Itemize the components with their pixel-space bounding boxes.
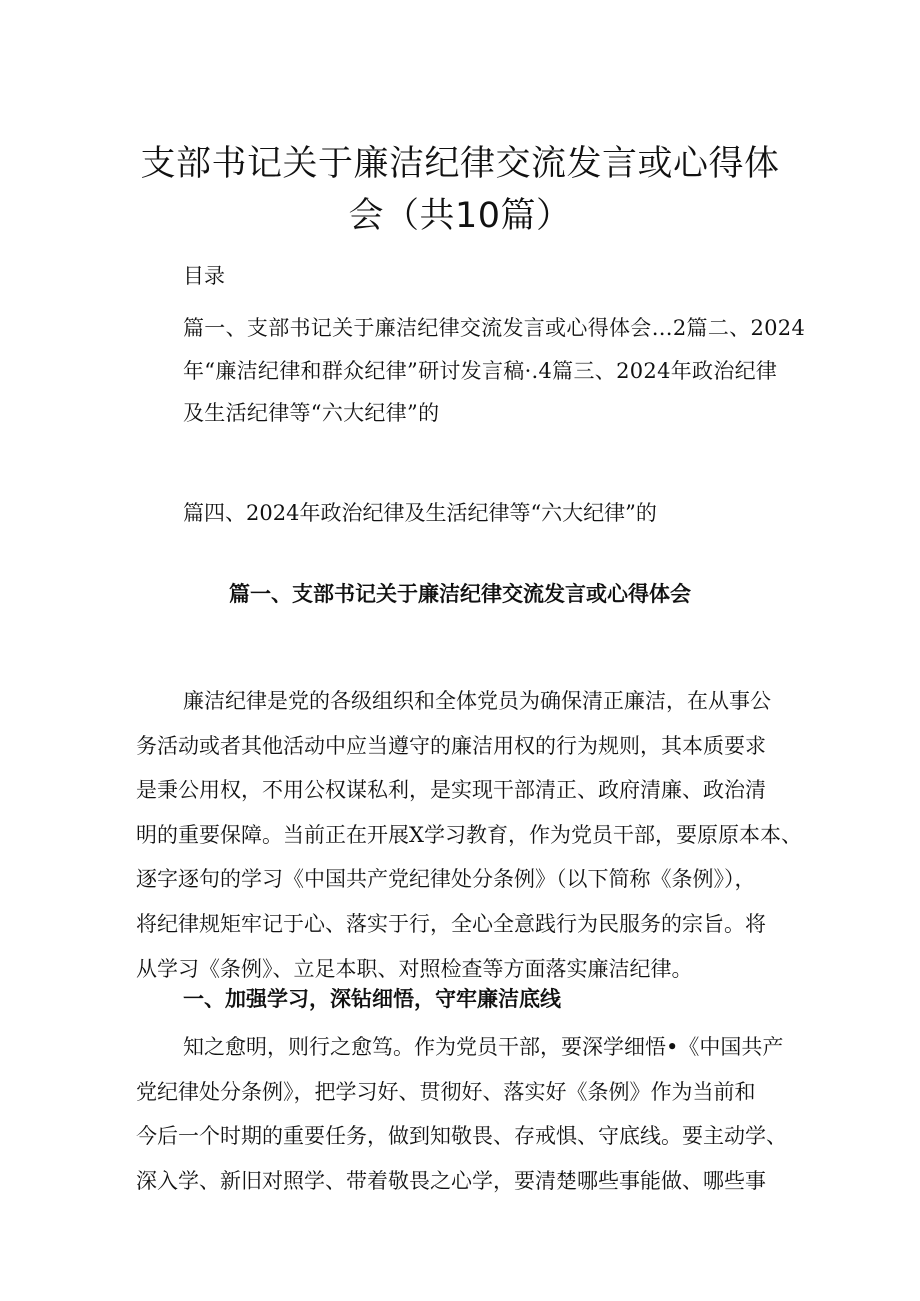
toc-line: 篇一、支部书记关于廉洁纪律交流发言或心得体会…2篇二、2024 [183, 316, 806, 340]
toc-line: 及生活纪律等“六大纪律”的 [183, 401, 440, 425]
title-line-2: 会（共10篇） [348, 196, 572, 236]
title-line-1: 支部书记关于廉洁纪律交流发言或心得体 [140, 144, 780, 184]
paragraph-line: 将纪律规矩牢记于心、落实于行，全心全意践行为民服务的宗旨。将 [136, 911, 766, 936]
section-heading: 篇一、支部书记关于廉洁纪律交流发言或心得体会 [229, 581, 691, 606]
paragraph-line: 深入学、新旧对照学、带着敬畏之心学，要清楚哪些事能做、哪些事 [136, 1168, 766, 1193]
body-paragraph-1 [136, 679, 802, 991]
paragraph-line: 党纪律处分条例》，把学习好、贯彻好、落实好《条例》作为当前和 [136, 1079, 756, 1104]
paragraph-line: 从学习《条例》、立足本职、对照检查等方面落实廉洁纪律。 [136, 956, 693, 981]
toc-label: 目录 [183, 264, 225, 288]
toc-line: 年“廉洁纪律和群众纪律”研讨发言稿·.4篇三、2024年政治纪律 [183, 358, 778, 383]
paragraph-line: 今后一个时期的重要任务，做到知敬畏、存戒惧、守底线。要主动学、 [136, 1124, 787, 1149]
paragraph-line: 是秉公用权，不用公权谋私利，是实现干部清正、政府清廉、政治清 [136, 778, 766, 803]
paragraph-line: 逐字逐句的学习《中国共产党纪律处分条例》（以下简称《条例》）， [136, 867, 756, 892]
toc-item-4: 篇四、2024年政治纪律及生活纪律等“六大纪律”的 [183, 501, 657, 525]
document-title [60, 138, 860, 242]
paragraph-line: 知之愈明，则行之愈笃。作为党员干部，要深学细悟•《中国共产 [183, 1035, 784, 1059]
subheading-1: 一、加强学习，深钻细悟，守牢廉洁底线 [183, 986, 561, 1011]
body-paragraph-2 [136, 1025, 792, 1203]
toc-entries [183, 307, 806, 435]
paragraph-line: 廉洁纪律是党的各级组织和全体党员为确保清正廉洁，在从事公 [183, 689, 771, 713]
paragraph-line: 明的重要保障。当前正在开展X学习教育，作为党员干部，要原原本本、 [136, 822, 802, 847]
paragraph-line: 务活动或者其他活动中应当遵守的廉洁用权的行为规则，其本质要求 [136, 733, 766, 758]
